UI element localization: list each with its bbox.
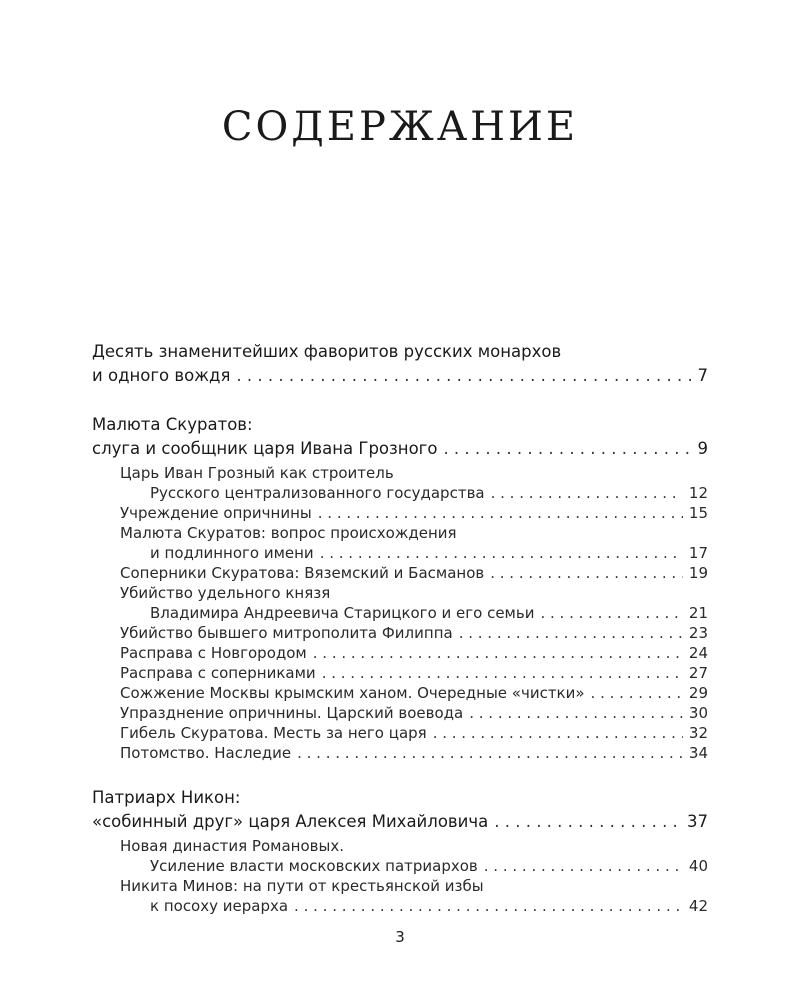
section-title-line <box>92 413 708 437</box>
entry-text: к посоху иерарха <box>150 897 289 915</box>
entry-text: Царь Иван Грозный как строитель <box>120 464 394 482</box>
entry-page-number: 15 <box>688 504 708 522</box>
dot-leader <box>491 483 683 503</box>
section-title-text: Патриарх Никон: <box>92 788 241 807</box>
section-title-line[interactable] <box>92 364 708 388</box>
dot-leader <box>322 663 683 683</box>
entry-text: Расправа с Новгородом <box>120 644 307 662</box>
entry-line[interactable] <box>120 703 708 723</box>
section-title-text: слуга и сообщник царя Ивана Грозного <box>92 439 438 458</box>
entry-line[interactable] <box>150 543 708 563</box>
entry-page-number: 23 <box>688 624 708 642</box>
entry-page-number: 17 <box>688 544 708 562</box>
entry-line <box>120 463 708 483</box>
dot-leader <box>459 623 683 643</box>
dot-leader <box>494 810 681 834</box>
page-title: СОДЕРЖАНИЕ <box>221 104 579 150</box>
entry-line <box>120 523 708 543</box>
section-title-line <box>92 340 708 364</box>
entry-text: Расправа с соперниками <box>120 664 316 682</box>
entry-line <box>120 583 708 603</box>
dot-leader <box>318 503 683 523</box>
entry-text: Гибель Скуратова. Месть за него царя <box>120 724 427 742</box>
dot-leader <box>443 437 691 461</box>
dot-leader <box>433 723 683 743</box>
entry-text: Убийство бывшего митрополита Филиппа <box>120 624 453 642</box>
entry-line[interactable] <box>120 723 708 743</box>
entry-line <box>120 836 708 856</box>
section-title-text: «собинный друг» царя Алексея Михайловича <box>92 812 489 831</box>
entry-line[interactable] <box>120 503 708 523</box>
entry-text: Владимира Андреевича Старицкого и его семьи <box>150 604 535 622</box>
entry-page-number: 32 <box>688 724 708 742</box>
entry-line[interactable] <box>120 743 708 763</box>
entry-line[interactable] <box>150 896 708 916</box>
section-title-text: Малюта Скуратов: <box>92 415 253 434</box>
dot-leader <box>320 543 683 563</box>
entry-page-number: 40 <box>688 857 708 875</box>
section-page-number: 7 <box>697 366 708 385</box>
entry-page-number: 19 <box>688 564 708 582</box>
entry-page-number: 29 <box>688 684 708 702</box>
entry-text: Малюта Скуратов: вопрос происхождения <box>120 524 457 542</box>
entry-page-number: 42 <box>688 897 708 915</box>
entry-page-number: 24 <box>688 644 708 662</box>
entry-line[interactable] <box>120 643 708 663</box>
section-title-text: и одного вождя <box>92 366 231 385</box>
entry-text: Усиление власти московских патриархов <box>150 857 478 875</box>
entry-line[interactable] <box>120 623 708 643</box>
entry-text: и подлинного имени <box>150 544 314 562</box>
entry-text: Новая династия Романовых. <box>120 837 344 855</box>
entry-text: Русского централизованного государства <box>150 484 485 502</box>
entry-page-number: 12 <box>688 484 708 502</box>
entry-text: Учреждение опричнины <box>120 504 312 522</box>
section-title-text: Десять знаменитейших фаворитов русских монархов <box>92 342 562 361</box>
section-page-number: 37 <box>687 812 708 831</box>
dot-leader <box>469 703 683 723</box>
section-page-number: 9 <box>697 439 708 458</box>
dot-leader <box>294 896 683 916</box>
entry-text: Потомство. Наследие <box>120 744 292 762</box>
entry-text: Убийство удельного князя <box>120 584 331 602</box>
entry-text: Никита Минов: на пути от крестьянской избы <box>120 877 484 895</box>
entry-line <box>120 876 708 896</box>
dot-leader <box>313 643 683 663</box>
entry-page-number: 21 <box>688 604 708 622</box>
page-number: 3 <box>395 928 405 946</box>
entry-line[interactable] <box>150 483 708 503</box>
entry-text: Соперники Скуратова: Вяземский и Басманов <box>120 564 485 582</box>
entry-page-number: 27 <box>688 664 708 682</box>
entry-line[interactable] <box>120 663 708 683</box>
dot-leader <box>490 563 683 583</box>
entry-page-number: 30 <box>688 704 708 722</box>
entry-page-number: 34 <box>688 744 708 762</box>
dot-leader <box>540 603 682 623</box>
dot-leader <box>236 364 691 388</box>
entry-line[interactable] <box>150 603 708 623</box>
section-title-line[interactable] <box>92 437 708 461</box>
entry-text: Упразднение опричнины. Царский воевода <box>120 704 464 722</box>
section-title-line[interactable] <box>92 810 708 834</box>
dot-leader <box>297 743 683 763</box>
entry-line[interactable] <box>120 563 708 583</box>
entry-text: Сожжение Москвы крымским ханом. Очередные «чистки» <box>120 684 585 702</box>
section-title-line <box>92 786 708 810</box>
entry-line[interactable] <box>120 683 708 703</box>
dot-leader <box>484 856 683 876</box>
dot-leader <box>591 683 683 703</box>
entry-line[interactable] <box>150 856 708 876</box>
